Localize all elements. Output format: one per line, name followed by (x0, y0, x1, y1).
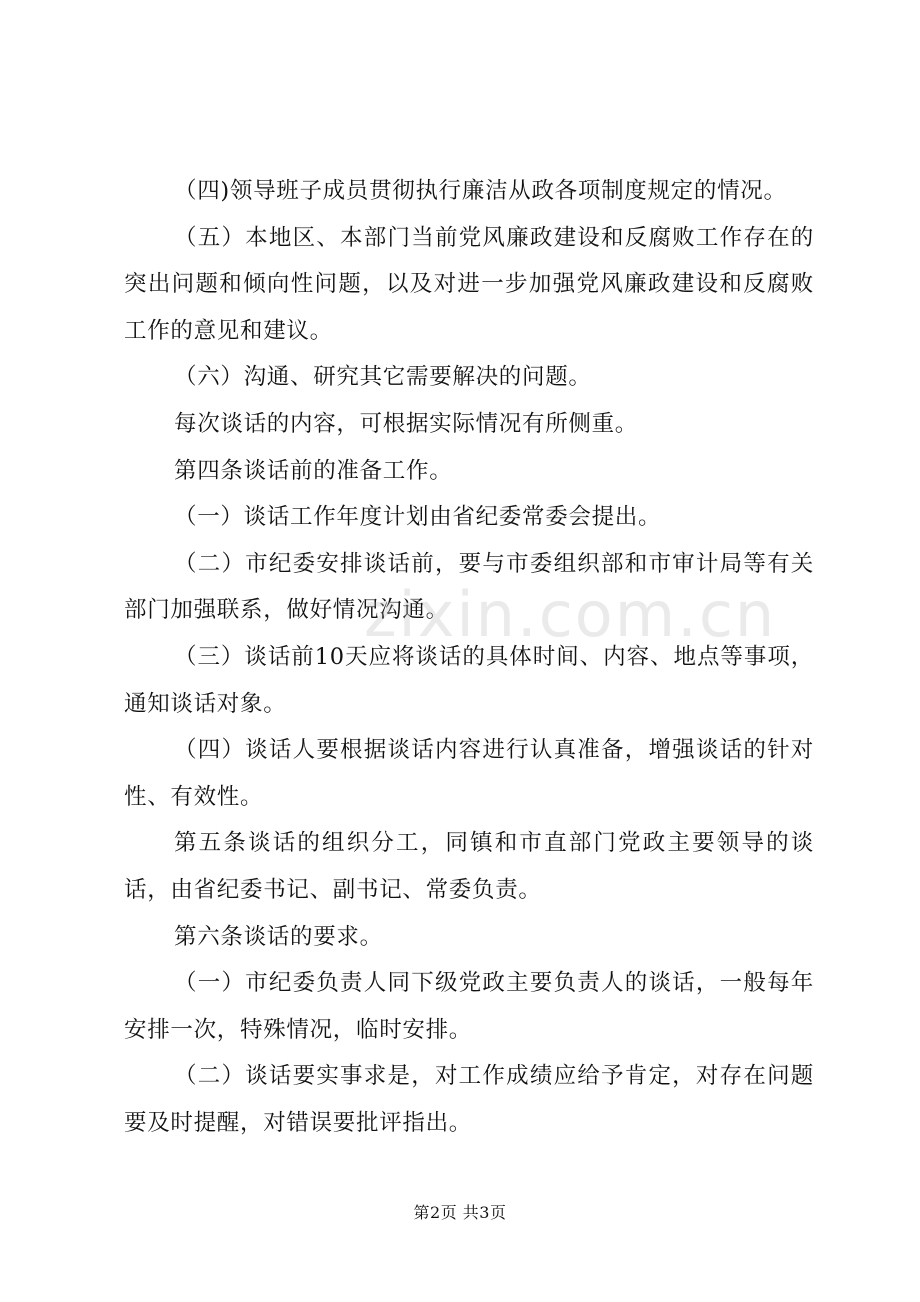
paragraph: （五）本地区、本部门当前党风廉政建设和反腐败工作存在的突出问题和倾向性问题，以及对进一步加强党风廉政建设和反腐败工作的意见和建议。 (124, 224, 814, 344)
paragraph: （三）谈话前10天应将谈话的具体时间、内容、地点等事项，通知谈话对象。 (124, 643, 814, 717)
watermark: zixin.com.cn (364, 578, 777, 651)
paragraph: （四）谈话人要根据谈话内容进行认真准备，增强谈话的针对性、有效性。 (124, 737, 814, 810)
paragraph: 第四条谈话前的准备工作。 (174, 457, 453, 484)
paragraph: 第六条谈话的要求。 (174, 923, 383, 950)
paragraph: （二）市纪委安排谈话前，要与市委组织部和市审计局等有关部门加强联系，做好情况沟通。 (124, 550, 814, 624)
paragraph: （四)领导班子成员贯彻执行廉洁从政各项制度规定的情况。 (174, 178, 787, 204)
paragraph: （六）沟通、研究其它需要解决的问题。 (174, 364, 592, 391)
document-body (124, 168, 814, 1146)
paragraph: （一）谈话工作年度计划由省纪委常委会提出。 (174, 504, 662, 531)
page-footer: 第2页 共3页 (413, 1203, 507, 1222)
paragraph: 第五条谈话的组织分工，同镇和市直部门党政主要领导的谈话，由省纪委书记、副书记、常委负责。 (124, 830, 814, 903)
paragraph: 每次谈话的内容，可根据实际情况有所侧重。 (174, 410, 639, 437)
paragraph: （一）市纪委负责人同下级党政主要负责人的谈话，一般每年安排一次，特殊情况，临时安排。 (124, 970, 814, 1043)
paragraph: （二）谈话要实事求是，对工作成绩应给予肯定，对存在问题要及时提醒，对错误要批评指出。 (124, 1063, 814, 1136)
